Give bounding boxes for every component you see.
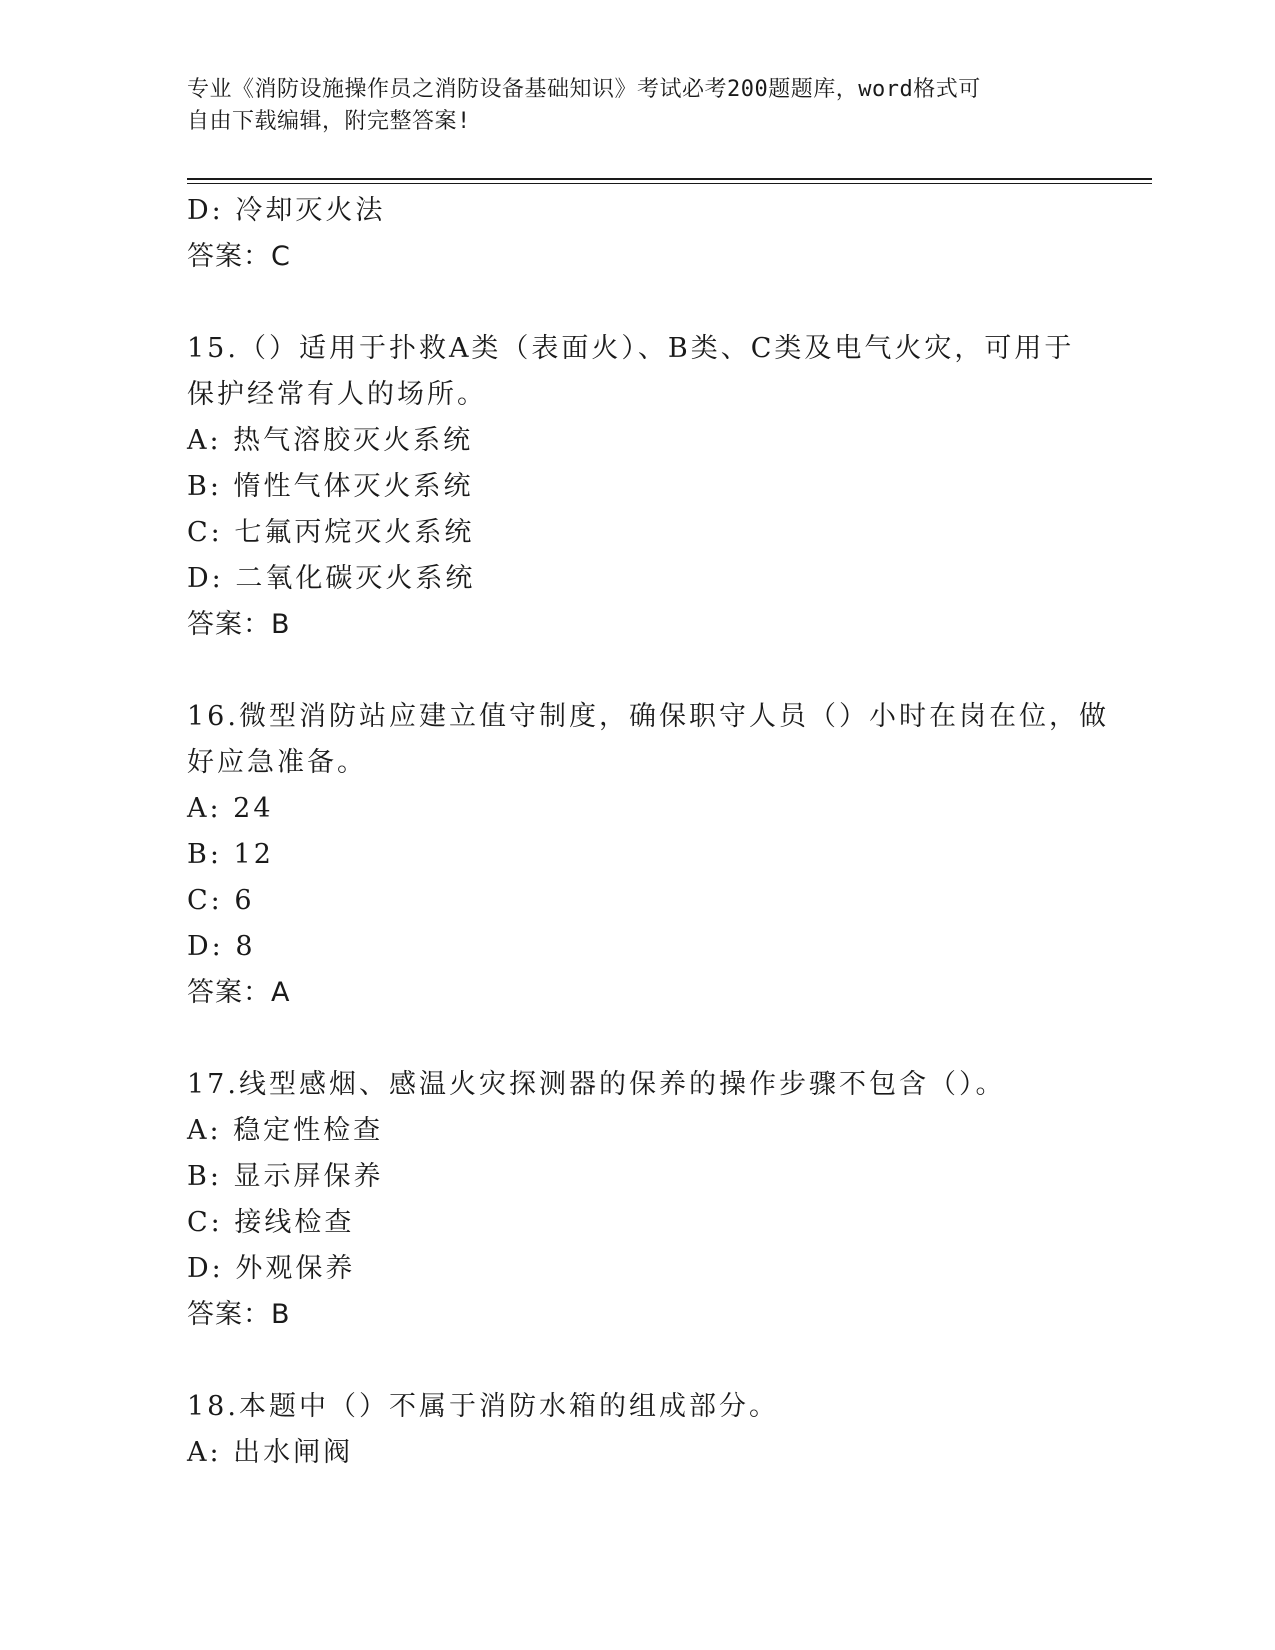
header-line-1: 专业《消防设施操作员之消防设备基础知识》考试必考200题题库，word格式可 <box>187 77 981 102</box>
question-stem: 18.本题中（）不属于消防水箱的组成部分。 <box>187 1391 779 1422</box>
question-16 <box>187 694 1109 1016</box>
question-15 <box>187 326 1087 648</box>
document-content <box>187 188 1109 1476</box>
question-17 <box>187 1062 1087 1338</box>
carryover-option: D: 冷却灭火法 <box>187 195 386 226</box>
option-b: B: 显示屏保养 <box>187 1161 384 1192</box>
question-stem: 17.线型感烟、感温火灾探测器的保养的操作步骤不包含（）。 <box>187 1069 1006 1100</box>
question-18 <box>187 1384 1087 1476</box>
question-stem: 好应急准备。 <box>187 747 367 778</box>
option-b: B: 12 <box>187 839 274 870</box>
answer: 答案：A <box>187 977 291 1008</box>
option-c: C: 七氟丙烷灭火系统 <box>187 517 475 548</box>
question-stem: 保护经常有人的场所。 <box>187 379 487 410</box>
option-d: D: 8 <box>187 931 256 962</box>
header-rule-thin <box>187 183 1152 184</box>
spacer <box>187 1016 1087 1062</box>
option-a: A: 热气溶胶灭火系统 <box>187 425 474 456</box>
header-rule-thick <box>187 178 1152 180</box>
spacer <box>187 280 1087 326</box>
option-a: A: 稳定性检查 <box>187 1115 384 1146</box>
option-b: B: 惰性气体灭火系统 <box>187 471 474 502</box>
option-a: A: 出水闸阀 <box>187 1437 354 1468</box>
answer: 答案：B <box>187 609 291 640</box>
option-c: C: 6 <box>187 885 255 916</box>
spacer <box>187 1338 1087 1384</box>
header-line-2: 自由下载编辑，附完整答案! <box>187 109 471 134</box>
carryover-answer: 答案：C <box>187 241 291 272</box>
question-stem: 15.（）适用于扑救A类（表面火）、B类、C类及电气火灾，可用于 <box>187 333 1075 364</box>
page-header <box>187 74 1067 138</box>
option-d: D: 二氧化碳灭火系统 <box>187 563 476 594</box>
option-d: D: 外观保养 <box>187 1253 356 1284</box>
spacer <box>187 648 1087 694</box>
answer: 答案：B <box>187 1299 291 1330</box>
option-c: C: 接线检查 <box>187 1207 355 1238</box>
question-stem: 16.微型消防站应建立值守制度，确保职守人员（）小时在岗在位，做 <box>187 701 1109 732</box>
option-a: A: 24 <box>187 793 274 824</box>
